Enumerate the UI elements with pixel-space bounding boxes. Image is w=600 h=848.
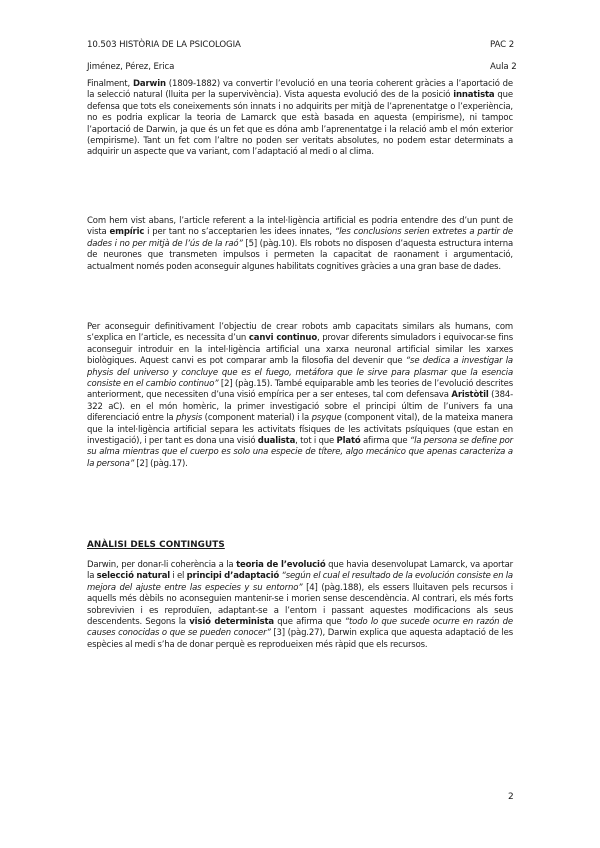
paragraph-2: Com hem vist abans, l’article referent a la intel·ligència artificial es podria entendre des d’un punt de vista empíric i per tant no s’acceptarien les idees innates, “les conclusions serien extretes a partir de dades i no per mitjà de l’ús de la raó” [5] (pàg.10). Els robots no disposen d’aquesta estructura interna de neurones que transmeten impulsos i permeten la capacitat de raonament i argumentació, actualment només poden aconseguir algunes habilitats cognitives gràcies a una gran base de dades. [87, 216, 514, 272]
assignment-label: PAC 2 [490, 40, 515, 50]
paragraph-1: Finalment, Darwin (1809-1882) va convertir l’evolució en una teoria coherent gràcies a l’aportació de la selecció natural (lluita per la supervivència). Vista aquesta evolució des de la posició innatista que defensa que tots els coneixements són innats i no adquirits per mitjà de l’aprenentatge o l’experiència, no es podria explicar la teoria de Lamarck que està basada en aquesta (empirisme), ni tampoc l’aportació de Darwin, ja que és un fet que es dóna amb l’aprenentatge i la relació amb el món exterior (empirisme). Tant un fet com l’altre no poden ser veritats absolutes, no podem estar determinats a adquirir un aspecte que va variant, com l’adaptació al medi o al clima. [87, 79, 513, 158]
page-number: 2 [508, 792, 514, 802]
author-names: Jiménez, Pérez, Erica [87, 62, 175, 72]
paragraph-4: Darwin, per donar-li coherència a la teoria de l’evolució que havia desenvolupat Lamarck, va aportar la selecció natural i el principi d’adaptació “según el cual el resultado de la evolución consiste en la mejora del ajuste entre las especies y su entorno” [4] (pàg.188), els essers lluitaven pels recursos i aquells més dèbils no aconseguien mantenir-se i morien sense descendència. Al contrari, els més forts sobrevivien i es reproduïen, adaptant-se a l’entorn i passant aquestes modificacions als seus descendents. Segons la visió determinista que afirma que “todo lo que sucede ocurre en razón de causes conocidas o que se pueden conocer” [3] (pàg.27), Darwin explica que aquesta adaptació de les espècies al medi s’ha de donar perquè es reprodueixen més ràpid que els recursos. [87, 560, 513, 650]
paragraph-3: Per aconseguir definitivament l’objectiu de crear robots amb capacitats similars als humans, com s’explica en l’article, es necessita d’un canvi continuo, provar diferents simuladors i equivocar-se fins aconseguir introduir en la intel·ligència artificial una xarxa neuronal artificial similar les xarxes biològiques. Aquest canvi es pot comparar amb la filosofia del devenir que “se dedica a investigar la physis del universo y concluye que es el fuego, metáfora que le sirve para plasmar que la esencia consiste en el cambio continuo” [2] (pàg.15). També equiparable amb les teories de l’evolució descrites anteriorment, que necessiten d’una visió empírica per a ser enteses, tal com defensava Aristòtil (384-322 aC). en el món homèric, la primer investigació sobre el principi últim de l’univers fa una diferenciació entre la physis (component material) i la psyque (component vital), de la mateixa manera que la intel·ligència artificial separa les activitats físiques de les activitats psíquiques (que estan en investigació), i per tant es dona una visió dualista, tot i que Plató afirma que “la persona se define por su alma mientras que el cuerpo es solo una especie de títere, algo mecánico que apenas caracteriza a la persona” [2] (pàg.17). [87, 322, 514, 469]
group-label: Aula 2 [490, 62, 517, 72]
course-title: 10.503 HISTÒRIA DE LA PSICOLOGIA [87, 40, 241, 50]
section-heading: ANÀLISI DELS CONTINGUTS [87, 540, 225, 550]
